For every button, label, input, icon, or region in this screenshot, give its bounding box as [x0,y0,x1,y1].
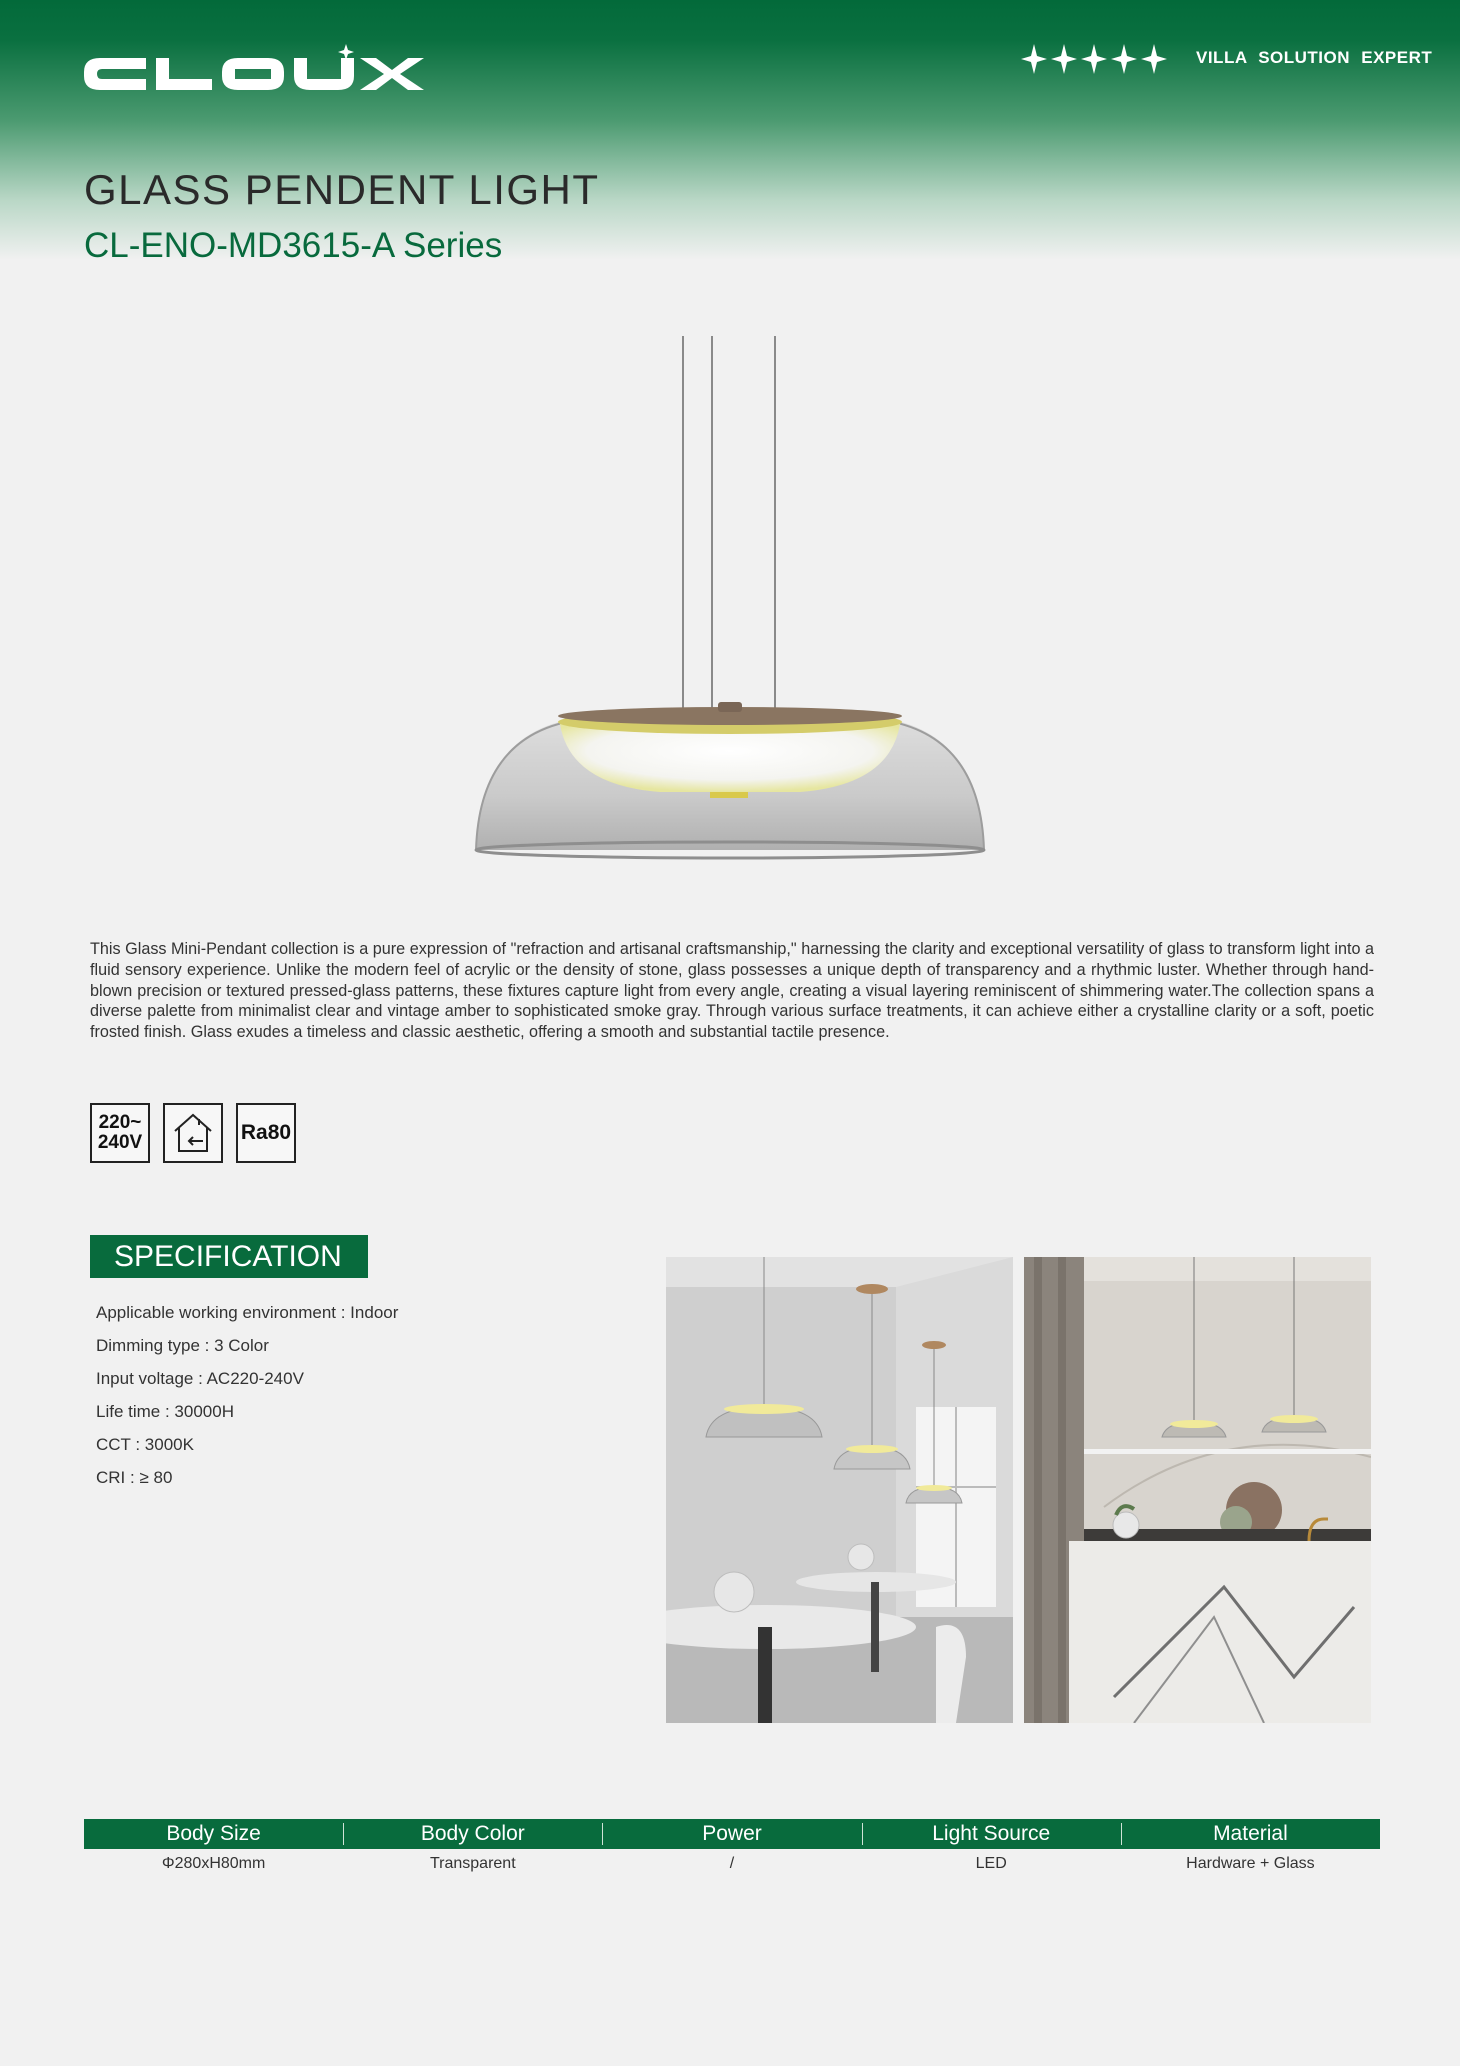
table-row [84,1855,1380,1873]
cri-badge: Ra80 [236,1103,296,1163]
table-cell: Φ280xH80mm [161,1855,266,1872]
table-header-cell: Material [1121,1819,1380,1849]
spec-item: Applicable working environment : Indoor [96,1303,399,1322]
cloux-logo [84,42,436,102]
star-icon [1080,42,1108,76]
table-cell: / [729,1855,735,1872]
product-description: This Glass Mini-Pendant collection is a pure expression of "refraction and artisanal craftsmanship," harnessing the clarity and exceptional versatility of glass to transform light into a fluid sensory experience. Unlike the modern feel of acrylic or the density of stone, glass possesses a unique depth of transparency and a rhythmic luster. Whether through hand-blown precision or textured pressed-glass patterns, these fixtures capture light from every angle, creating a visual layering reminiscent of shimmering water.The collection spans a diverse palette from minimalist clear and vintage amber to sophisticated smoke gray. Through various surface treatments, it can achieve either a crystalline clarity or a soft, poetic frosted finish. Glass exudes a timeless and classic aesthetic, offering a smooth and substantial tactile presence. [90,940,1374,1042]
specification-list [96,1302,398,1500]
header-band [0,0,1460,260]
star-icon [1020,42,1048,76]
voltage-line-1: 220~ [98,1112,142,1133]
indoor-house-icon [169,1111,217,1155]
product-series: CL-ENO-MD3615-A Series [84,226,503,265]
voltage-line-2: 240V [97,1132,143,1153]
tagline: VILLA SOLUTION EXPERT [1196,48,1433,67]
table-cell: Transparent [429,1855,516,1872]
table-cell: Hardware + Glass [1186,1855,1315,1872]
table-header-cell: Light Source [862,1819,1121,1849]
table-header-cell: Body Size [166,1822,261,1845]
star-icon [1140,42,1168,76]
product-title: GLASS PENDENT LIGHT [84,166,600,213]
kitchen-scene-photo [1024,1257,1371,1723]
feature-badges [90,1103,296,1163]
table-header-cell: Body Color [343,1819,602,1849]
spec-item: Life time : 30000H [96,1402,234,1421]
spec-item: CCT : 3000K [96,1435,194,1454]
star-icon [1110,42,1138,76]
spec-item: CRI : ≥ 80 [96,1468,173,1487]
product-table-header [84,1819,1380,1849]
pendant-lamp-image [460,330,1000,870]
voltage-badge [90,1103,150,1163]
star-icon [1050,42,1078,76]
spec-item: Input voltage : AC220-240V [96,1369,304,1388]
rating-stars [1020,42,1168,76]
indoor-badge [163,1103,223,1163]
spec-item: Dimming type : 3 Color [96,1336,269,1355]
specification-heading: SPECIFICATION [90,1235,368,1278]
cafe-scene-photo [666,1257,1013,1723]
table-header-cell: Power [602,1819,861,1849]
table-cell: LED [975,1855,1007,1872]
